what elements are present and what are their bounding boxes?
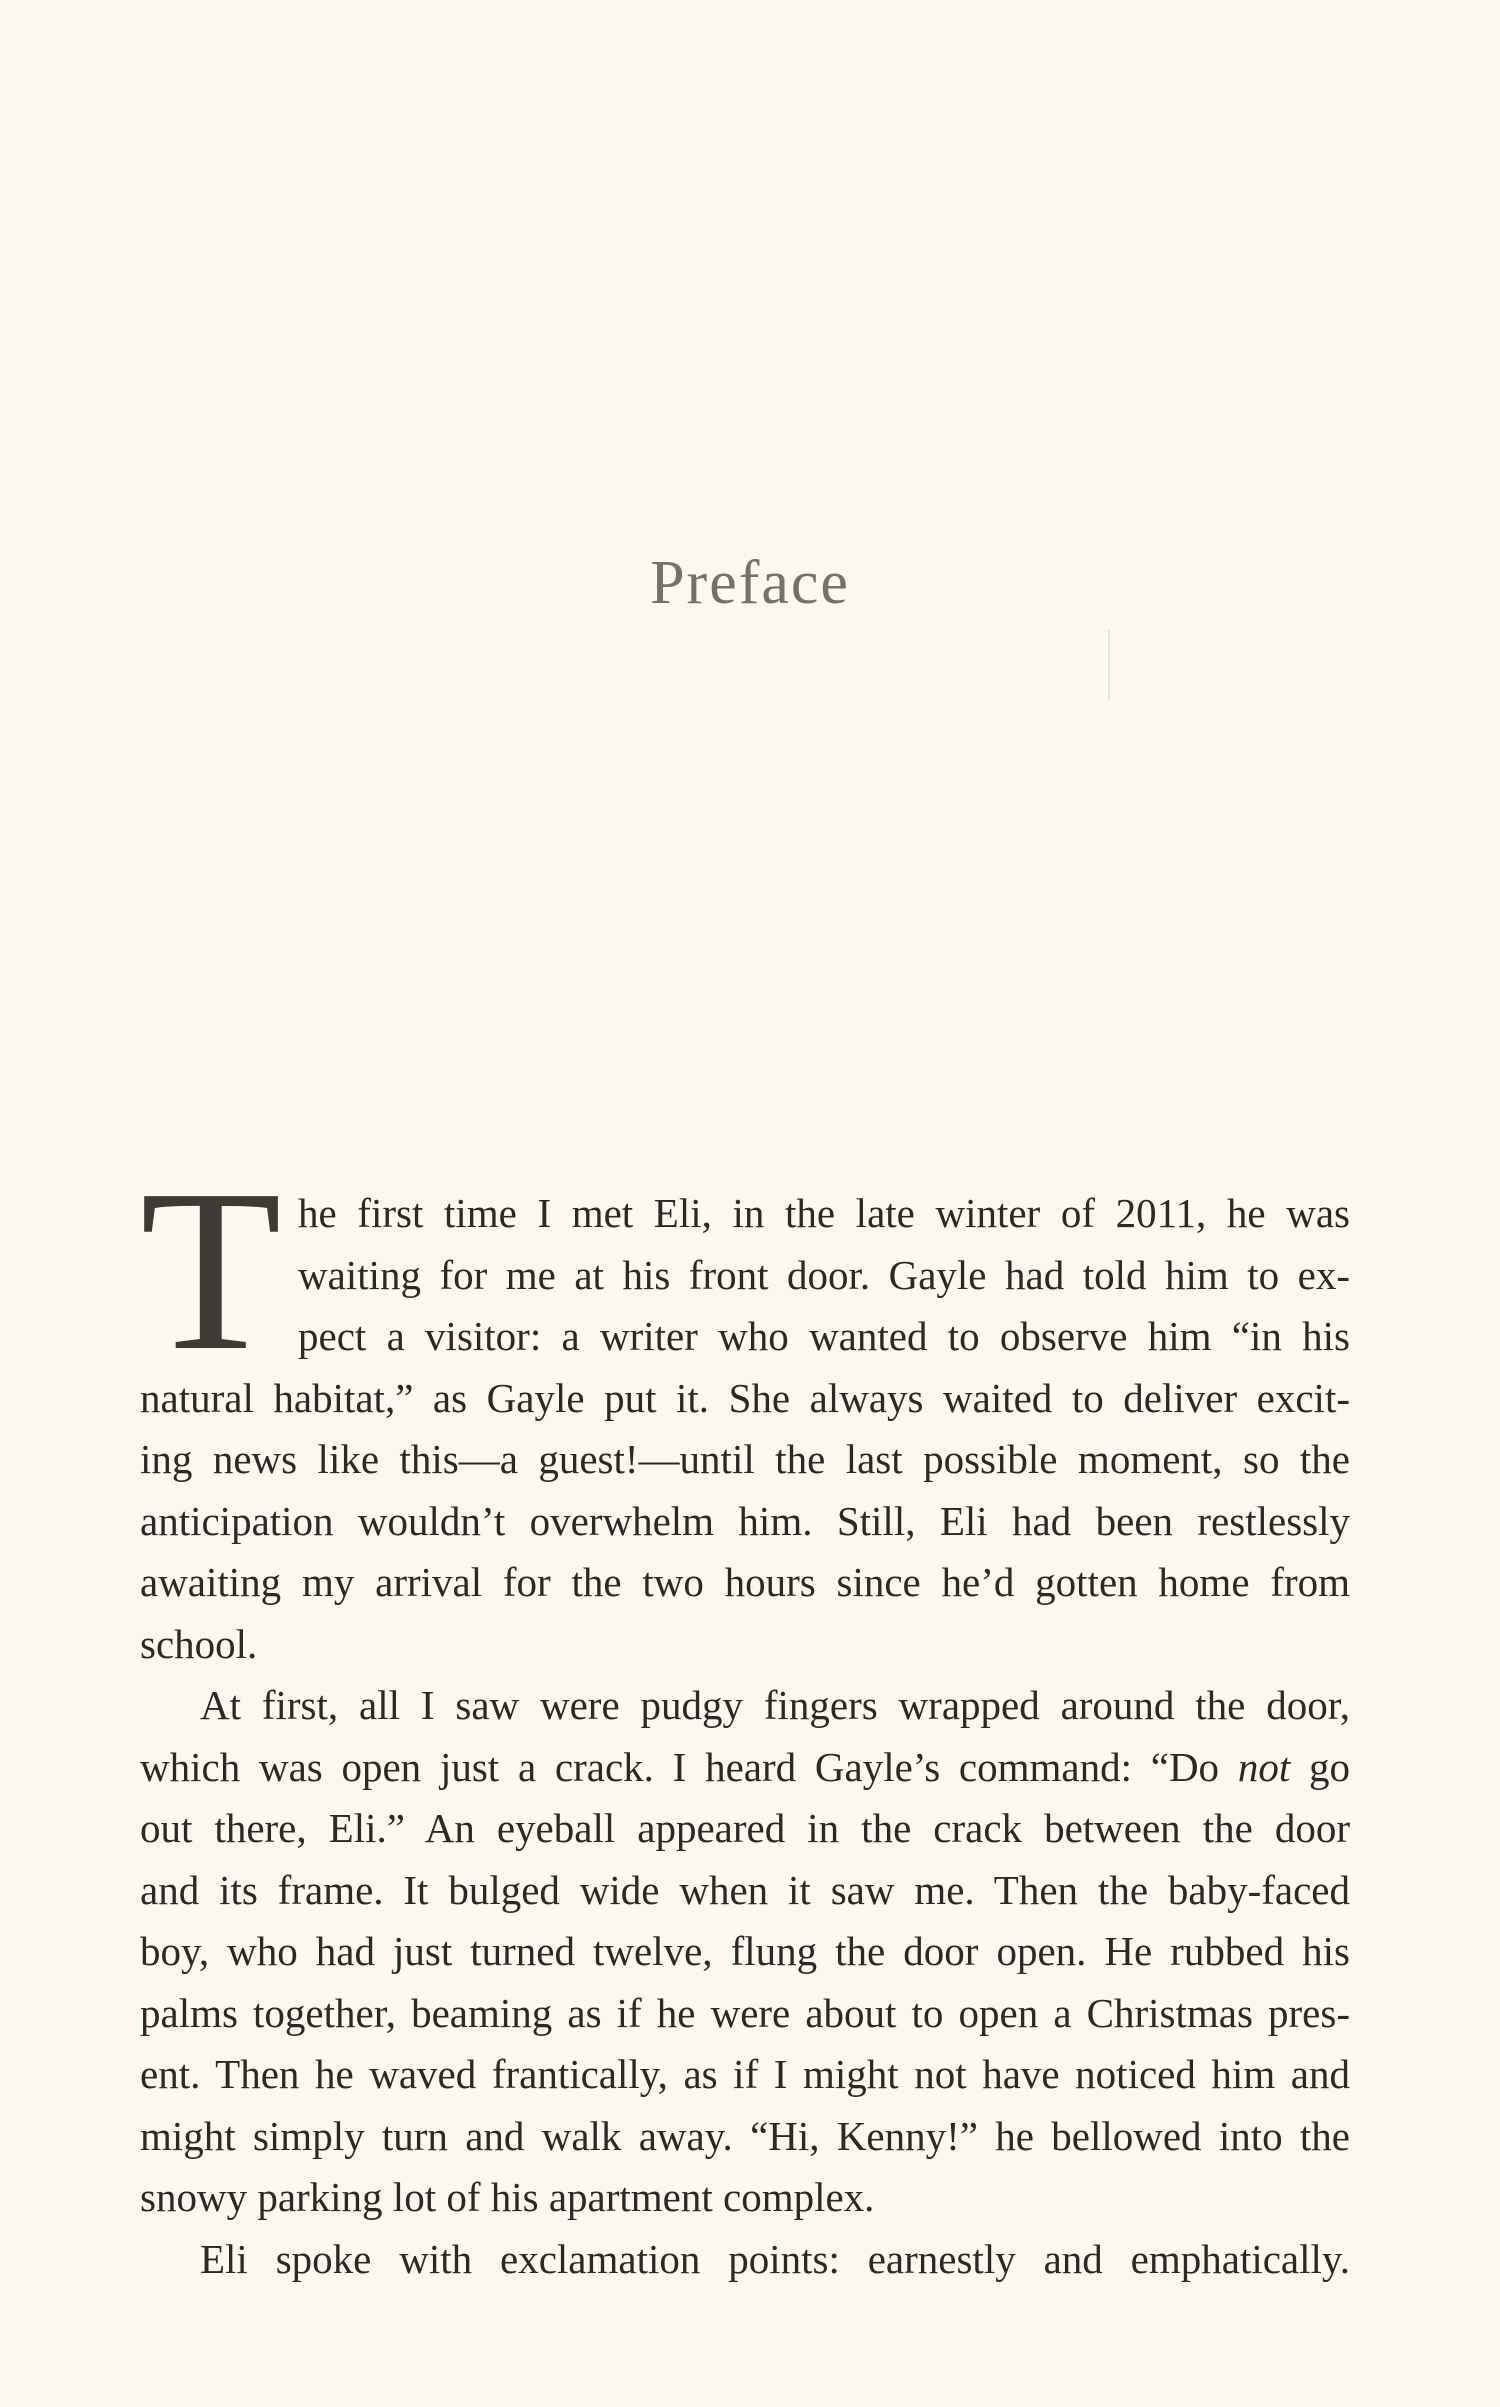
text-line: anticipation wouldn’t overwhelm him. Still, Eli had been restlessly [140,1497,1350,1544]
text-line: and its frame. It bulged wide when it saw me. Then the baby-faced [140,1866,1350,1913]
text-line: might simply turn and walk away. “Hi, Kenny!” he bellowed into the [140,2112,1350,2159]
paragraph-1 [140,1142,1350,1675]
emphasis: not [1237,1743,1291,1790]
text-line: palms together, beaming as if he were about to open a Christmas pres- [140,1989,1350,2036]
text-line: out there, Eli.” An eyeball appeared in the crack between the door [140,1805,1350,1851]
text-line: waiting for me at his front door. Gayle had told him to ex- [298,1251,1350,1298]
text-run: which was open just a crack. I heard Gayle’s command: “Do [140,1743,1238,1790]
text-line-with-emphasis [140,1737,1350,1799]
text-line: snowy parking lot of his apartment complex. [140,2174,875,2220]
paragraph-2 [140,1675,1350,2229]
chapter-title: Preface [650,549,850,617]
scan-artifact-line [1108,630,1110,700]
text-run: go [1290,1743,1350,1790]
drop-cap: T [140,1142,282,1399]
text-line: he first time I met Eli, in the late winter of 2011, he was [298,1190,1350,1236]
text-line: ing news like this—a guest!—until the last possible moment, so the [140,1436,1350,1482]
text-line: ent. Then he waved frantically, as if I might not have noticed him and [140,2051,1350,2097]
text-line: pect a visitor: a writer who wanted to observe him “in his [298,1313,1350,1359]
body-text [140,1142,1350,2290]
paragraph-3 [140,2229,1350,2291]
text-line: At first, all I saw were pudgy fingers wrapped around the door, [200,1682,1350,1728]
text-line: awaiting my arrival for the two hours since he’d gotten home from [140,1559,1350,1605]
text-line: natural habitat,” as Gayle put it. She always waited to deliver excit- [140,1374,1350,1421]
text-line: boy, who had just turned twelve, flung the door open. He rubbed his [140,1928,1350,1974]
text-line: Eli spoke with exclamation points: earnestly and emphatically. [200,2235,1350,2282]
text-line: school. [140,1620,258,1667]
